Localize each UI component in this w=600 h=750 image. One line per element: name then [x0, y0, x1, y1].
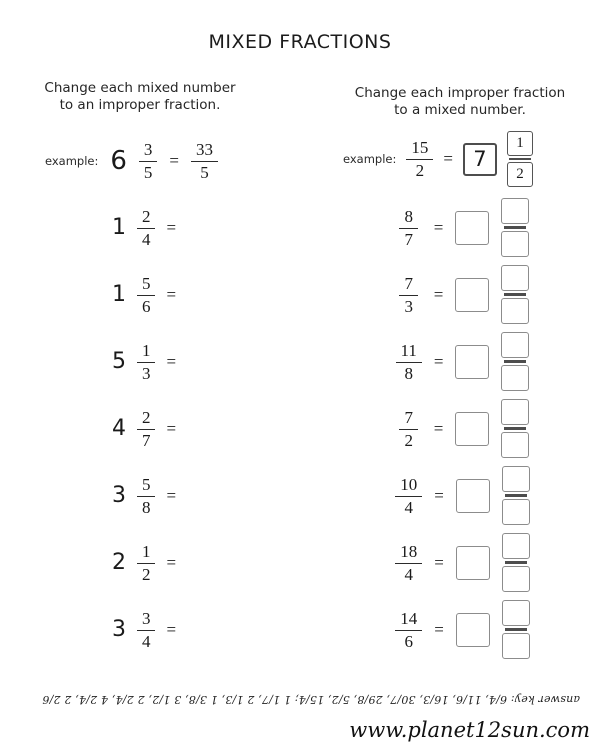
- fraction-denominator: 3: [141, 363, 151, 383]
- fraction-numerator: 5: [137, 274, 156, 296]
- fraction-denominator: 8: [141, 497, 151, 517]
- fraction-numerator: 15: [406, 138, 433, 160]
- fraction-answer-stack: [502, 466, 530, 525]
- left-instruction-line1: Change each mixed number: [44, 80, 236, 96]
- improper-fraction-problem-row: [300, 328, 600, 395]
- fraction-numerator: 3: [139, 140, 158, 162]
- fraction: [137, 207, 156, 249]
- mixed-number-problem-row: [0, 194, 300, 261]
- fraction-numerator: 2: [137, 207, 156, 229]
- numerator-answer-box[interactable]: [501, 265, 529, 291]
- denominator-answer-box[interactable]: [501, 231, 529, 257]
- numerator-answer-box[interactable]: [502, 533, 530, 559]
- fraction: [139, 140, 158, 182]
- fraction-denominator: 4: [404, 497, 413, 517]
- fraction-denominator: 2: [415, 161, 425, 180]
- equals-sign: =: [443, 149, 453, 168]
- mixed-number-problem-row: [0, 529, 300, 596]
- whole-number-answer-box[interactable]: [456, 479, 490, 513]
- improper-fraction: [396, 408, 422, 450]
- fraction-line: [509, 158, 531, 161]
- whole-number: 3: [111, 617, 126, 642]
- fraction: [137, 542, 156, 584]
- numerator-answer-box[interactable]: [501, 399, 529, 425]
- whole-number: 2: [111, 550, 126, 575]
- numerator-answer-box[interactable]: [502, 600, 530, 626]
- example-label: example:: [343, 152, 397, 166]
- page-title: MIXED FRACTIONS: [208, 31, 392, 53]
- denominator-answer-box[interactable]: [502, 499, 530, 525]
- equals-sign: =: [434, 619, 444, 639]
- fraction-numerator: 7: [399, 274, 418, 296]
- fraction-numerator: 3: [137, 609, 156, 631]
- answer-key-upside-down: answer key: 6/4, 11/6, 16/3, 30/7, 29/8, 5/2, 15/4; 1 1/7, 2 1/3, 1 3/8, 3 1/2, 2 2/4, 4 2/4, 2 2/6: [42, 693, 580, 706]
- mixed-number-problem-row: [0, 328, 300, 395]
- improper-fraction-problem-row: [300, 261, 600, 328]
- whole-number: 4: [111, 416, 126, 441]
- fraction-denominator: 7: [141, 430, 151, 450]
- fraction: [137, 274, 156, 316]
- whole-number-answer-box[interactable]: [455, 211, 489, 245]
- mixed-number-problems: [0, 194, 300, 663]
- equals-sign: =: [166, 485, 177, 505]
- equals-sign: =: [166, 619, 177, 639]
- left-example: [45, 132, 218, 190]
- whole-number: 5: [111, 349, 126, 374]
- fraction-numerator: 7: [399, 408, 418, 430]
- whole-number-answer-box[interactable]: [455, 278, 489, 312]
- improper-fraction-problems: [300, 194, 600, 663]
- improper-fraction-problem-row: [300, 529, 600, 596]
- fraction-answer-stack: [502, 600, 530, 659]
- fraction-answer-stack: [502, 533, 530, 592]
- fraction-denominator: 2: [404, 430, 413, 450]
- fraction-numerator: 10: [395, 475, 422, 497]
- fraction: [137, 408, 156, 450]
- fraction-denominator: 4: [141, 631, 151, 651]
- whole-number: 6: [110, 146, 127, 176]
- fraction-denominator: 5: [143, 163, 153, 182]
- fraction-line: [505, 628, 527, 631]
- fraction-numerator: 5: [137, 475, 156, 497]
- fraction-numerator: 1: [137, 341, 156, 363]
- improper-fraction-problem-row: [300, 596, 600, 663]
- fraction-numerator: 11: [396, 341, 422, 363]
- fraction: [137, 475, 156, 517]
- fraction-line: [504, 226, 526, 229]
- right-instruction: [320, 85, 600, 119]
- numerator-answer-box[interactable]: [502, 466, 530, 492]
- whole-number: 1: [111, 282, 126, 307]
- equals-sign: =: [433, 217, 444, 237]
- fraction-answer-stack: [501, 198, 529, 257]
- fraction-denominator: 6: [404, 631, 413, 651]
- fraction-numerator: 33: [191, 140, 218, 162]
- equals-sign: =: [166, 217, 177, 237]
- fraction: [137, 341, 156, 383]
- denominator-answer-box[interactable]: [502, 633, 530, 659]
- left-instruction-line2: to an improper fraction.: [59, 97, 221, 113]
- right-instruction-line1: Change each improper fraction: [354, 85, 566, 101]
- improper-fraction-problem-row: [300, 395, 600, 462]
- equals-sign: =: [166, 351, 177, 371]
- mixed-number-problem-row: [0, 462, 300, 529]
- equals-sign: =: [169, 151, 180, 170]
- left-instruction: [0, 80, 280, 114]
- fraction-line: [505, 561, 527, 564]
- whole-number-answer-box: 7: [463, 143, 497, 176]
- denominator-answer-box[interactable]: [501, 432, 529, 458]
- mixed-number-problem-row: [0, 261, 300, 328]
- improper-fraction: [396, 274, 422, 316]
- fraction-line: [504, 427, 526, 430]
- fraction-numerator: 14: [395, 609, 422, 631]
- improper-fraction-problem-row: [300, 462, 600, 529]
- equals-sign: =: [433, 351, 444, 371]
- whole-number-answer-box[interactable]: [455, 345, 489, 379]
- equals-sign: =: [434, 552, 444, 572]
- equals-sign: =: [434, 485, 444, 505]
- denominator-answer-box[interactable]: [501, 365, 529, 391]
- fraction-denominator: 2: [141, 564, 151, 584]
- example-label: example:: [45, 154, 99, 168]
- mixed-number-problem-row: [0, 596, 300, 663]
- whole-number: 3: [111, 483, 126, 508]
- numerator-answer-box: 1: [507, 131, 533, 156]
- numerator-answer-box[interactable]: [501, 198, 529, 224]
- fraction: [137, 609, 156, 651]
- improper-fraction: [395, 542, 422, 584]
- equals-sign: =: [433, 418, 444, 438]
- equals-sign: =: [166, 418, 177, 438]
- fraction-line: [505, 494, 527, 497]
- fraction-numerator: 1: [137, 542, 156, 564]
- fraction-denominator: 8: [404, 363, 413, 383]
- fraction-denominator: 7: [404, 229, 413, 249]
- equals-sign: =: [166, 284, 177, 304]
- fraction-denominator: 6: [141, 296, 151, 316]
- website-url: www.planet12sun.com: [349, 718, 590, 742]
- fraction-denominator: 5: [200, 163, 209, 182]
- fraction-line: [504, 360, 526, 363]
- result-fraction: [191, 140, 218, 182]
- fraction-numerator: 8: [399, 207, 418, 229]
- whole-number-answer-box[interactable]: [456, 613, 490, 647]
- denominator-answer-box: 2: [507, 162, 533, 187]
- fraction-answer-stack: [507, 131, 533, 188]
- fraction-numerator: 18: [395, 542, 422, 564]
- fraction-numerator: 2: [137, 408, 156, 430]
- improper-fraction: [396, 207, 422, 249]
- fraction-denominator: 4: [404, 564, 413, 584]
- whole-number-answer-box[interactable]: [455, 412, 489, 446]
- improper-fraction: [395, 475, 422, 517]
- equals-sign: =: [166, 552, 177, 572]
- fraction-line: [504, 293, 526, 296]
- denominator-answer-box[interactable]: [502, 566, 530, 592]
- fraction-denominator: 4: [141, 229, 151, 249]
- mixed-number-problem-row: [0, 395, 300, 462]
- equals-sign: =: [433, 284, 444, 304]
- improper-fraction: [406, 138, 433, 180]
- improper-fraction-problem-row: [300, 194, 600, 261]
- improper-fraction: [395, 609, 422, 651]
- whole-number: 1: [111, 215, 126, 240]
- numerator-answer-box[interactable]: [501, 332, 529, 358]
- fraction-answer-stack: [501, 265, 529, 324]
- fraction-answer-stack: [501, 332, 529, 391]
- fraction-denominator: 3: [404, 296, 413, 316]
- improper-fraction: [396, 341, 422, 383]
- fraction-answer-stack: [501, 399, 529, 458]
- right-example: [343, 128, 533, 190]
- right-instruction-line2: to a mixed number.: [394, 102, 526, 118]
- denominator-answer-box[interactable]: [501, 298, 529, 324]
- whole-number-answer-box[interactable]: [456, 546, 490, 580]
